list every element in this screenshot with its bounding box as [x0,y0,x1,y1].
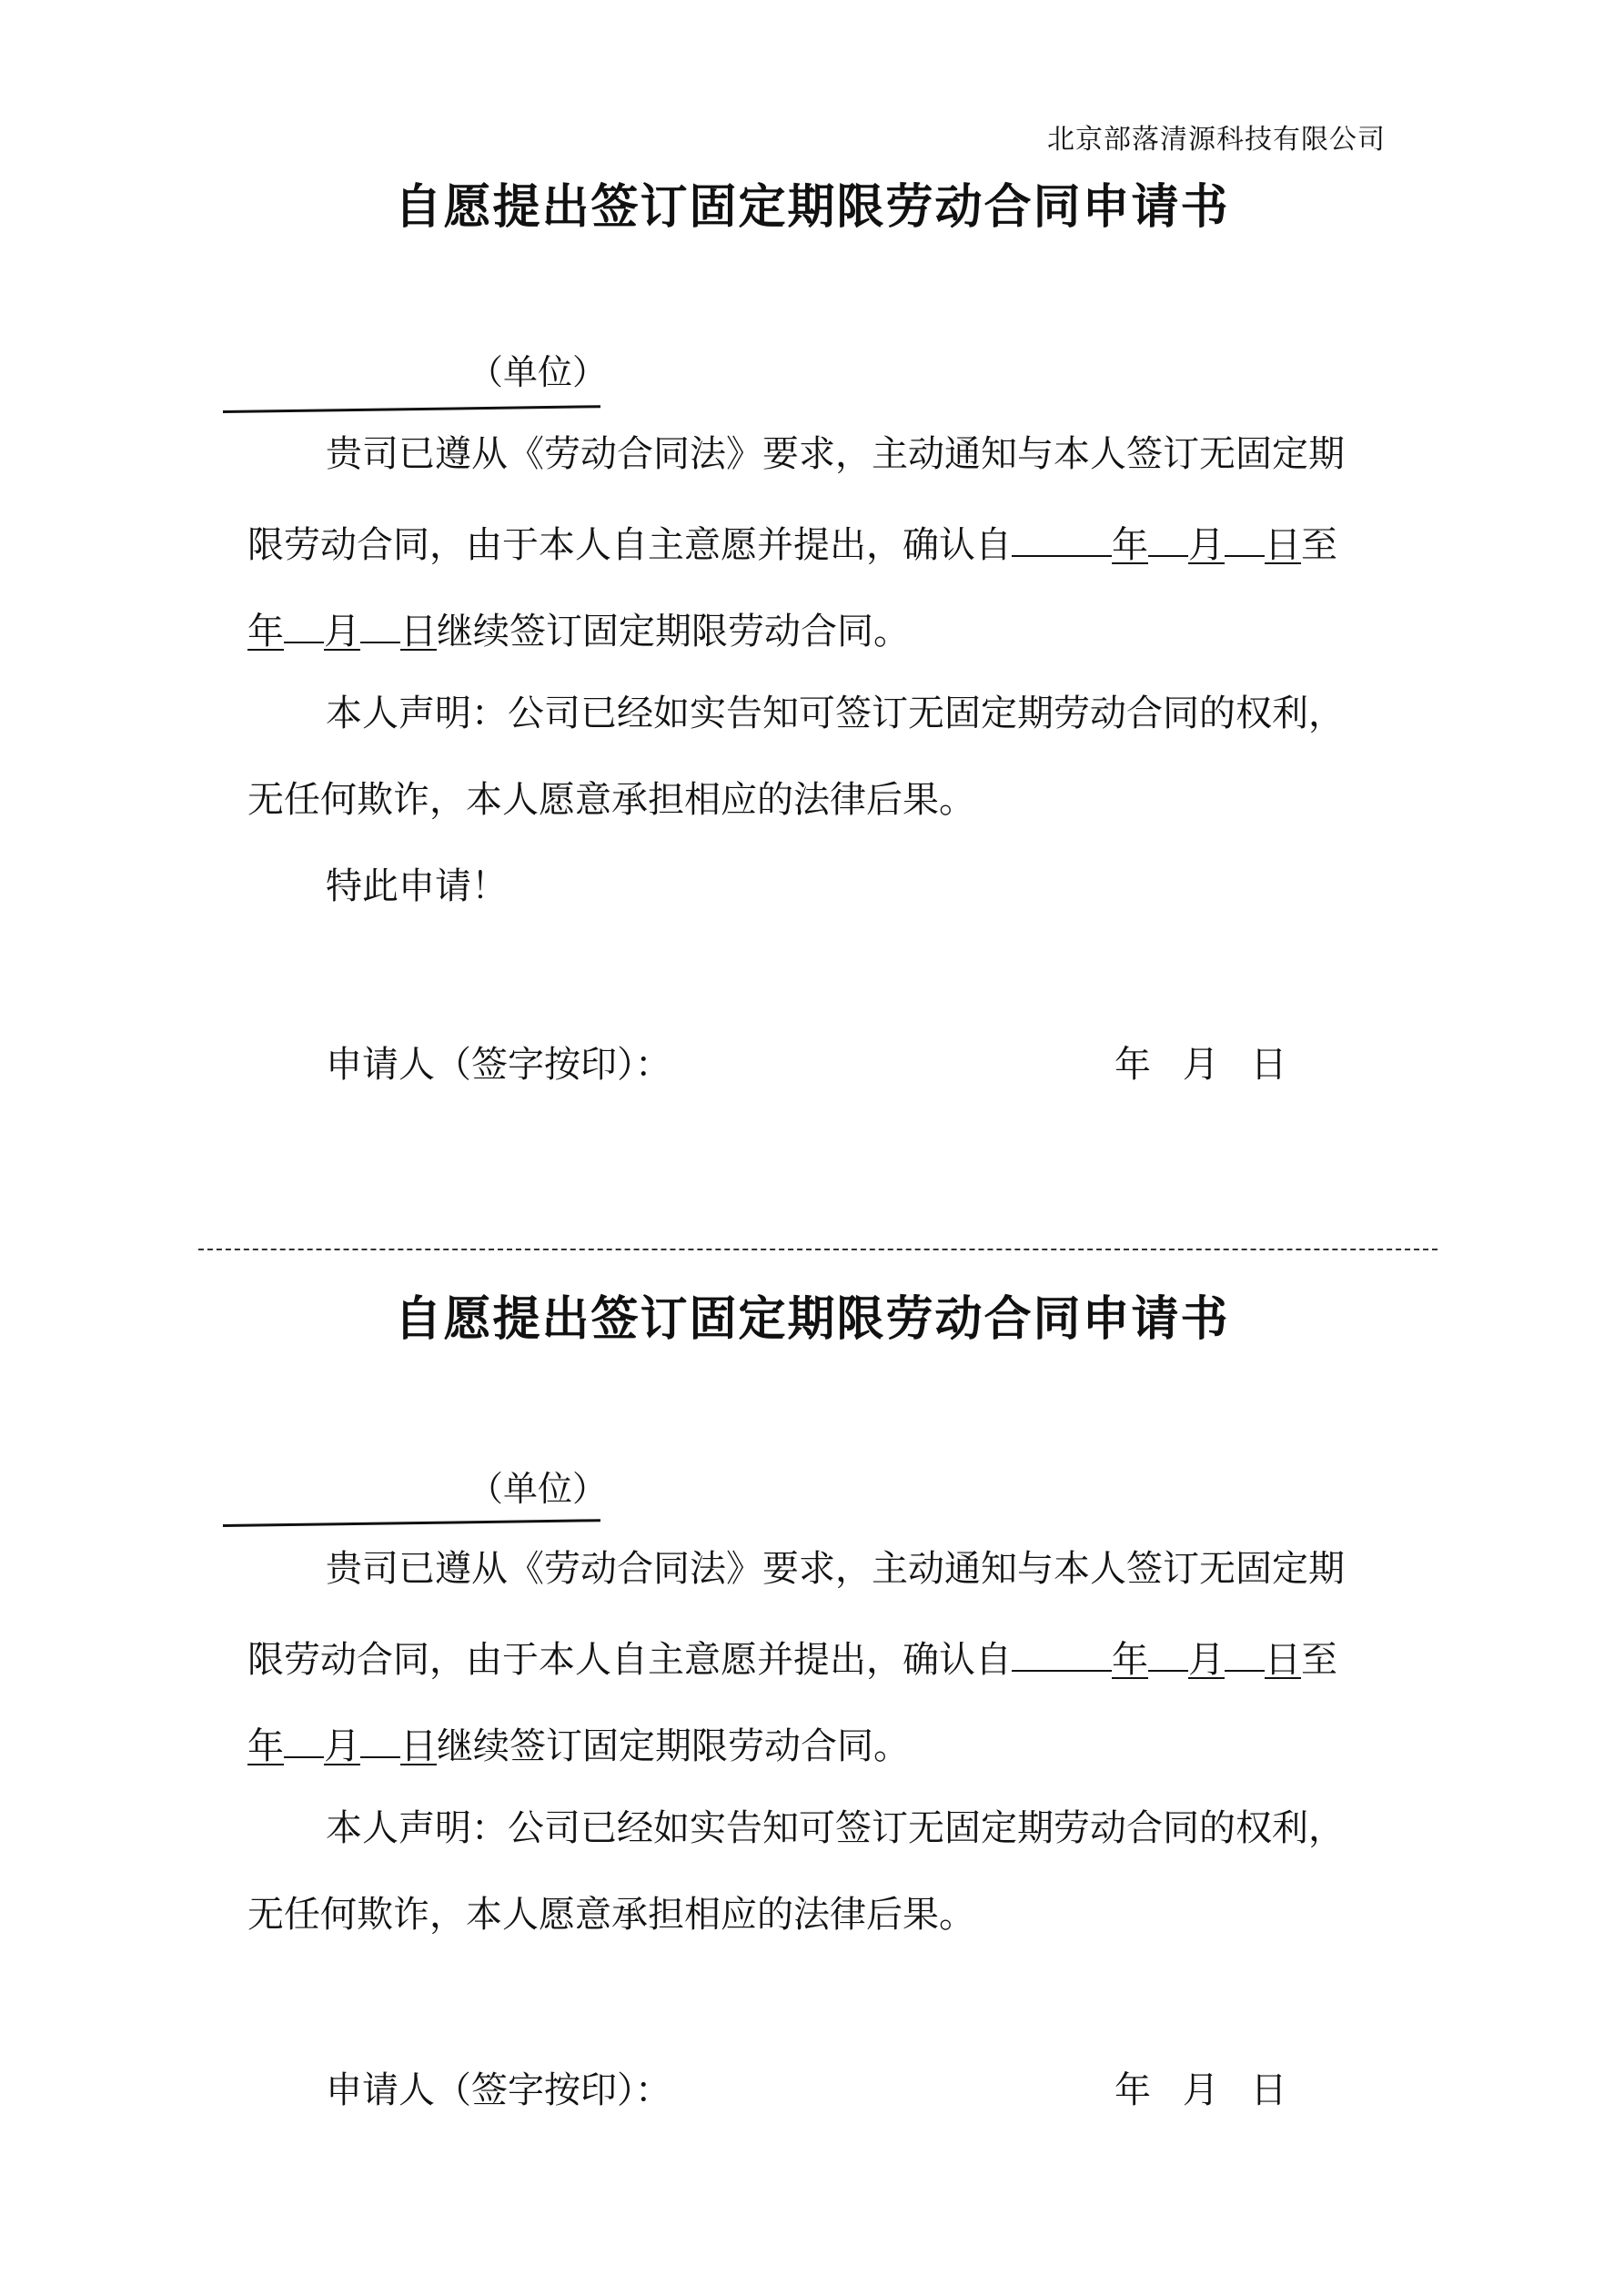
year-blank[interactable] [1012,1633,1112,1672]
paragraph-line [247,1633,1337,1682]
start-day: 日 [1265,524,1301,566]
end-year: 年 [247,611,284,652]
paragraph-line: 无任何欺诈，本人愿意承担相应的法律后果。 [247,779,975,821]
month-blank[interactable] [284,605,324,643]
day-blank[interactable] [1225,519,1265,557]
signature-date[interactable] [1115,2061,1286,2113]
date-month: 月 [1182,1044,1219,1086]
unit-label: （单位） [469,1469,608,1509]
signature-date[interactable] [1115,1036,1286,1087]
end-day: 日 [400,1725,437,1767]
paragraph-text: 继续签订固定期限劳动合同。 [437,1725,910,1767]
paragraph-line [247,1720,910,1768]
start-year: 年 [1112,524,1148,566]
form-title: 自愿提出签订固定期限劳动合同申请书 [394,180,1230,235]
end-month: 月 [324,611,360,652]
start-year: 年 [1112,1639,1148,1681]
paragraph-text: 限劳动合同，由于本人自主意愿并提出，确认自 [247,1639,1012,1681]
signature-label[interactable]: 申请人（签字按印）： [326,2069,671,2111]
month-blank[interactable] [1148,519,1188,557]
day-blank[interactable] [360,1720,400,1758]
paragraph-line [247,519,1337,567]
company-name: 北京部落清源科技有限公司 [1047,124,1386,156]
paragraph-line: 无任何欺诈，本人愿意承担相应的法律后果。 [247,1894,975,1936]
end-month: 月 [324,1725,360,1767]
cut-line-divider [198,1249,1437,1250]
date-day: 日 [1250,2069,1287,2111]
date-year: 年 [1115,2069,1151,2111]
paragraph-line: 本人声明：公司已经如实告知可签订无固定期劳动合同的权利， [326,693,1345,734]
paragraph-text: 至 [1301,1639,1337,1681]
signature-label[interactable]: 申请人（签字按印）： [326,1044,671,1086]
paragraph-line: 本人声明：公司已经如实告知可签订无固定期劳动合同的权利， [326,1807,1345,1849]
unit-label: （单位） [469,352,608,392]
form-title: 自愿提出签订固定期限劳动合同申请书 [394,1292,1230,1347]
paragraph-line [247,605,910,653]
date-year: 年 [1115,1044,1151,1086]
end-year: 年 [247,1725,284,1767]
end-day: 日 [400,611,437,652]
start-day: 日 [1265,1639,1301,1681]
paragraph-text: 继续签订固定期限劳动合同。 [437,611,910,652]
day-blank[interactable] [360,605,400,643]
date-month: 月 [1182,2069,1219,2111]
unit-fill-line[interactable] [223,405,600,413]
closing-line: 特此申请！ [326,865,508,907]
month-blank[interactable] [284,1720,324,1758]
start-month: 月 [1188,524,1225,566]
start-month: 月 [1188,1639,1225,1681]
date-day: 日 [1250,1044,1287,1086]
year-blank[interactable] [1012,519,1112,557]
day-blank[interactable] [1225,1633,1265,1672]
paragraph-line: 贵司已遵从《劳动合同法》要求，主动通知与本人签订无固定期 [326,1548,1345,1590]
paragraph-line: 贵司已遵从《劳动合同法》要求，主动通知与本人签订无固定期 [326,433,1345,475]
paragraph-text: 至 [1301,524,1337,566]
month-blank[interactable] [1148,1633,1188,1672]
paragraph-text: 限劳动合同，由于本人自主意愿并提出，确认自 [247,524,1012,566]
unit-fill-line[interactable] [223,1519,600,1527]
